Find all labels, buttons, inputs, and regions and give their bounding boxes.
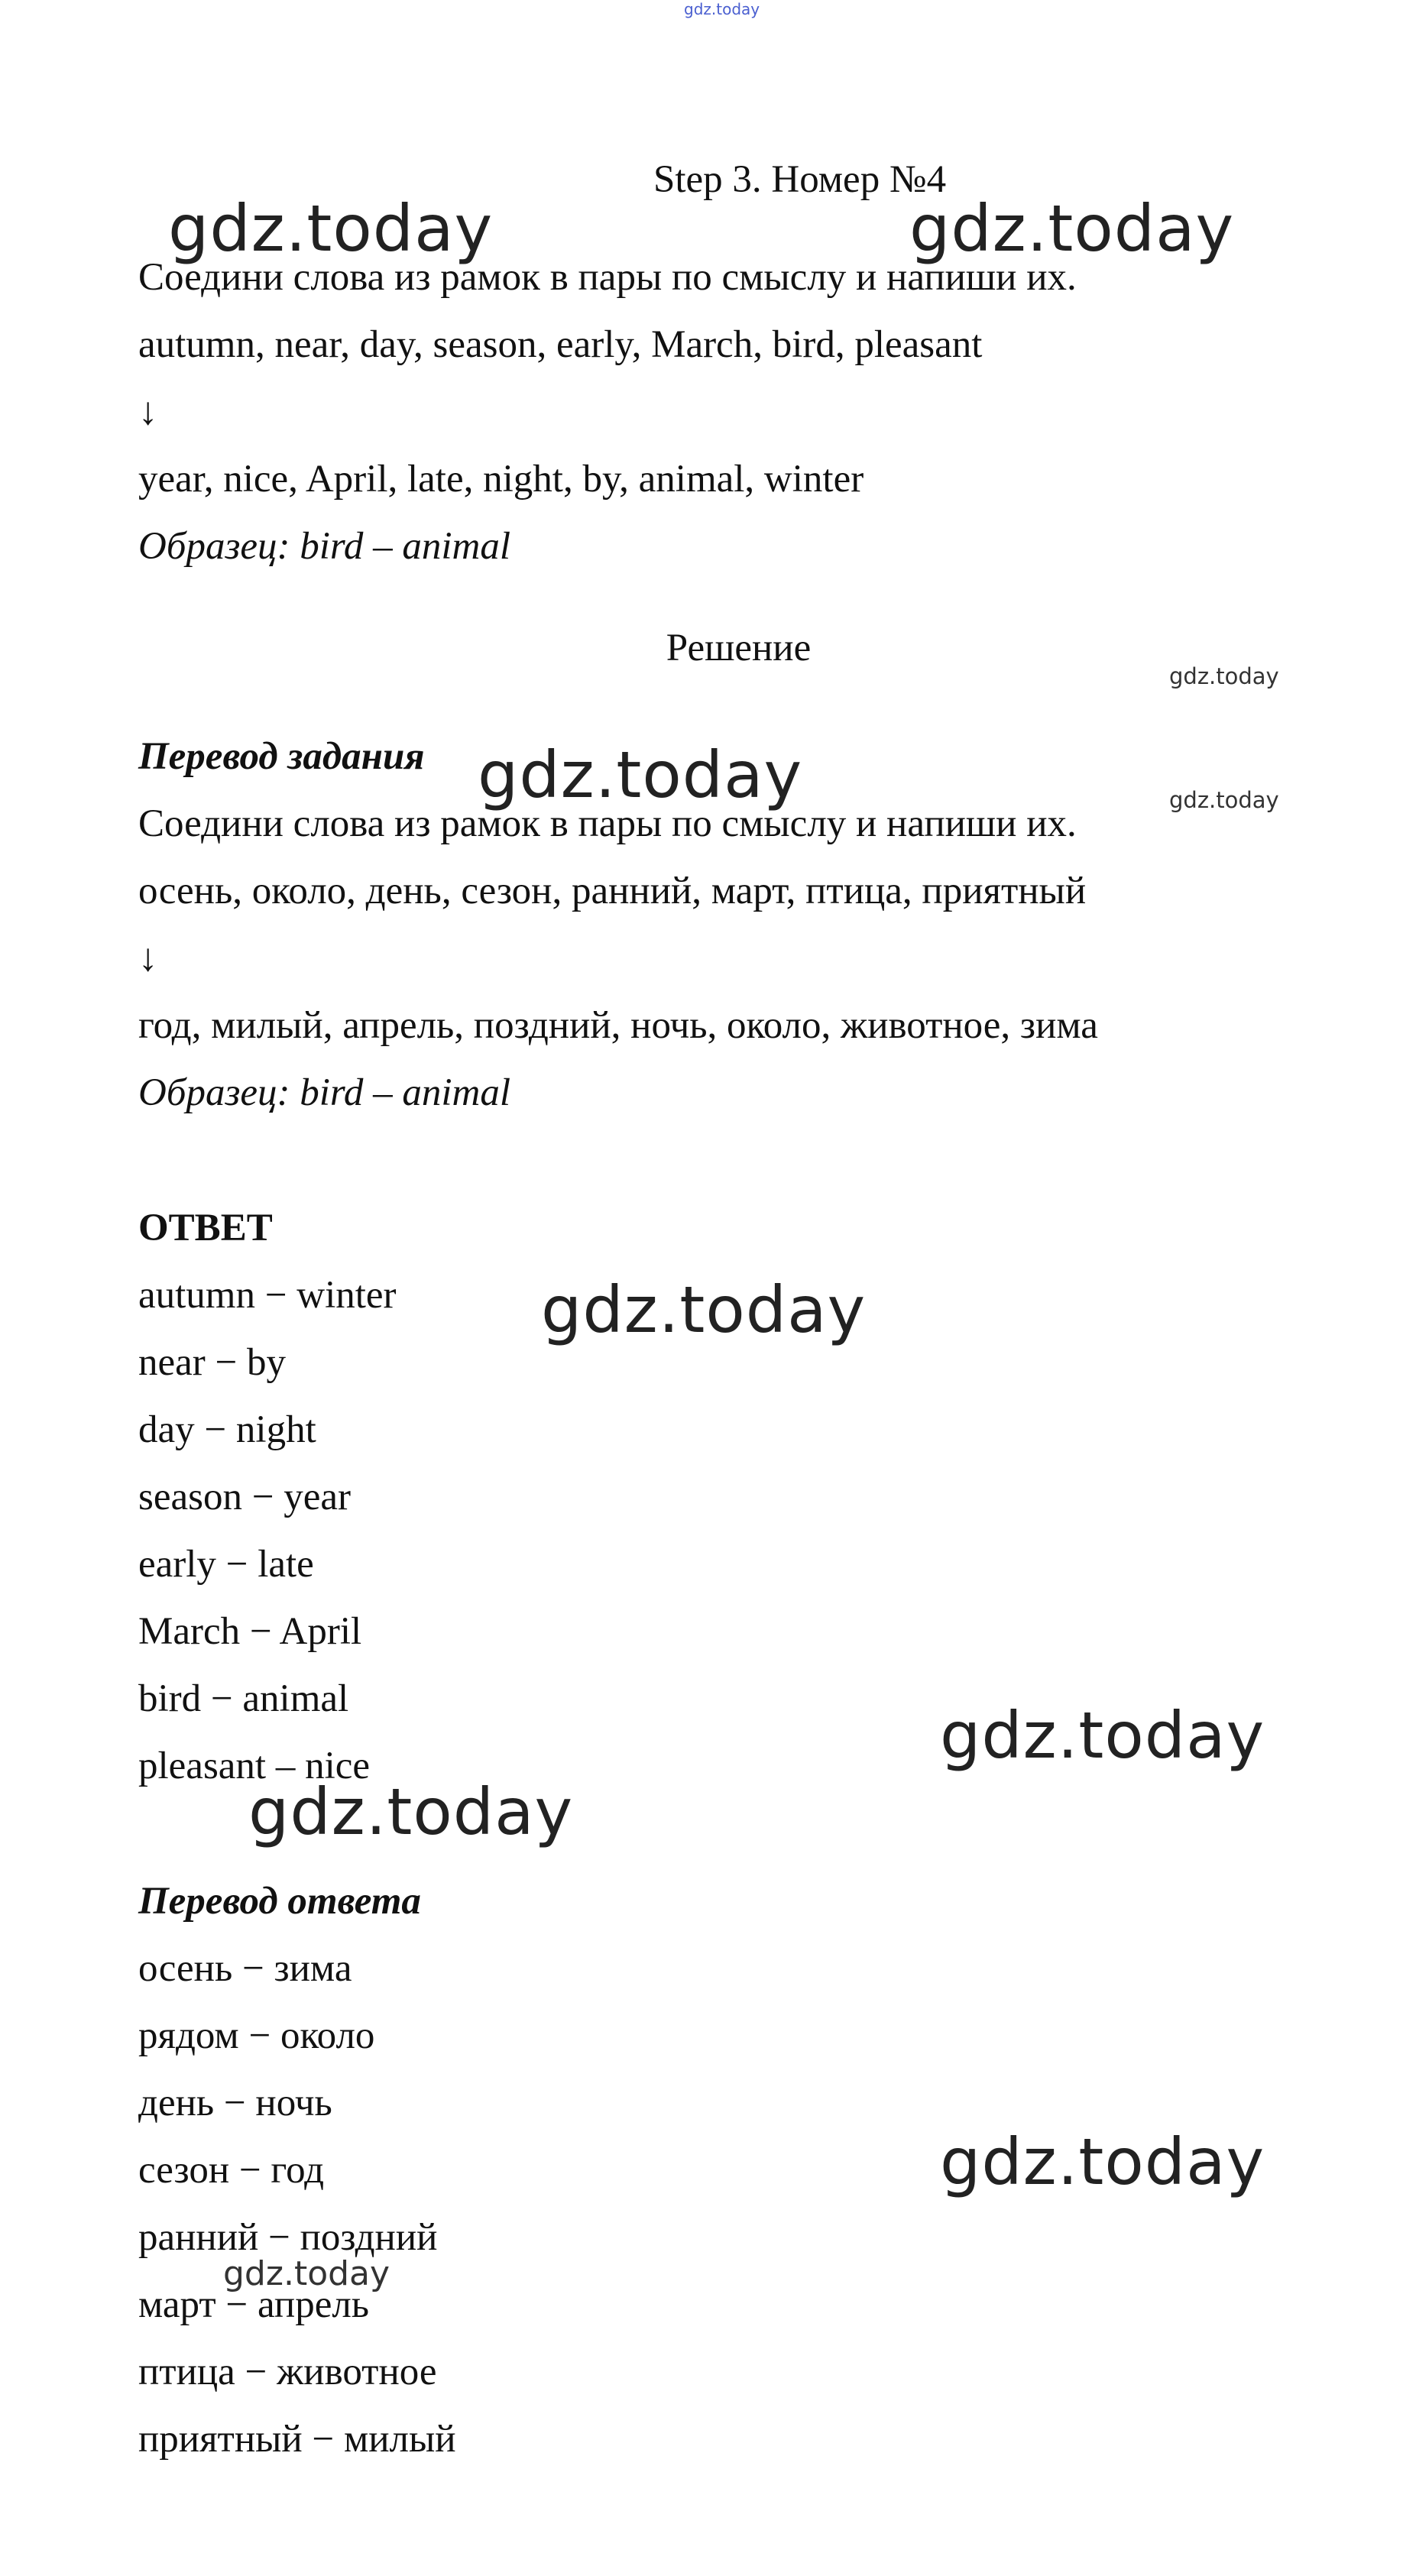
answer-translation-pair: приятный − милый bbox=[138, 2418, 456, 2461]
answer-pair: March − April bbox=[138, 1610, 362, 1653]
answer-pair: pleasant – nice bbox=[138, 1745, 371, 1787]
watermark: gdz.today bbox=[1169, 787, 1279, 813]
answer-pair: season − year bbox=[138, 1476, 351, 1518]
translation-words-top: осень, около, день, сезон, ранний, март, птица, приятный bbox=[138, 870, 1087, 912]
answer-pair: near − by bbox=[138, 1341, 287, 1384]
watermark: gdz.today bbox=[909, 191, 1235, 266]
task-words-top: autumn, near, day, season, early, March, bird, pleasant bbox=[138, 323, 983, 366]
answer-translation-pair: день − ночь bbox=[138, 2082, 332, 2124]
translation-instruction: Соедини слова из рамок в пары по смыслу и напиши их. bbox=[138, 802, 1077, 845]
answer-heading: ОТВЕТ bbox=[138, 1207, 273, 1249]
page-title: Step 3. Номер №4 bbox=[653, 158, 947, 201]
watermark: gdz.today bbox=[248, 1774, 574, 1849]
translation-heading: Перевод задания bbox=[138, 735, 425, 778]
answer-translation-pair: рядом − около bbox=[138, 2014, 375, 2057]
watermark: gdz.today bbox=[541, 1272, 867, 1347]
answer-pair: bird − animal bbox=[138, 1677, 349, 1720]
translation-arrow: ↓ bbox=[138, 937, 158, 980]
task-arrow: ↓ bbox=[138, 390, 158, 433]
answer-translation-pair: ранний − поздний bbox=[138, 2216, 438, 2259]
answer-pair: autumn − winter bbox=[138, 1274, 397, 1317]
task-instruction: Соедини слова из рамок в пары по смыслу и напиши их. bbox=[138, 256, 1077, 299]
watermark: gdz.today bbox=[478, 737, 803, 812]
answer-translation-heading: Перевод ответа bbox=[138, 1880, 421, 1923]
answer-translation-pair: сезон − год bbox=[138, 2149, 325, 2192]
header-watermark: gdz.today bbox=[684, 0, 760, 18]
task-sample: Образец: bird – animal bbox=[138, 525, 511, 568]
translation-words-bottom: год, милый, апрель, поздний, ночь, около, животное, зима bbox=[138, 1004, 1098, 1047]
watermark: gdz.today bbox=[223, 2254, 390, 2293]
translation-sample: Образец: bird – animal bbox=[138, 1071, 511, 1114]
watermark: gdz.today bbox=[168, 191, 494, 266]
answer-pair: day − night bbox=[138, 1408, 316, 1451]
watermark: gdz.today bbox=[940, 1698, 1265, 1773]
answer-translation-pair: март − апрель bbox=[138, 2283, 370, 2326]
task-words-bottom: year, nice, April, late, night, by, animal, winter bbox=[138, 458, 864, 501]
answer-translation-pair: осень − зима bbox=[138, 1947, 352, 1990]
watermark: gdz.today bbox=[1169, 663, 1279, 689]
watermark: gdz.today bbox=[940, 2124, 1265, 2199]
solution-heading: Решение bbox=[666, 627, 812, 669]
answer-translation-pair: птица − животное bbox=[138, 2351, 437, 2393]
answer-pair: early − late bbox=[138, 1543, 314, 1586]
